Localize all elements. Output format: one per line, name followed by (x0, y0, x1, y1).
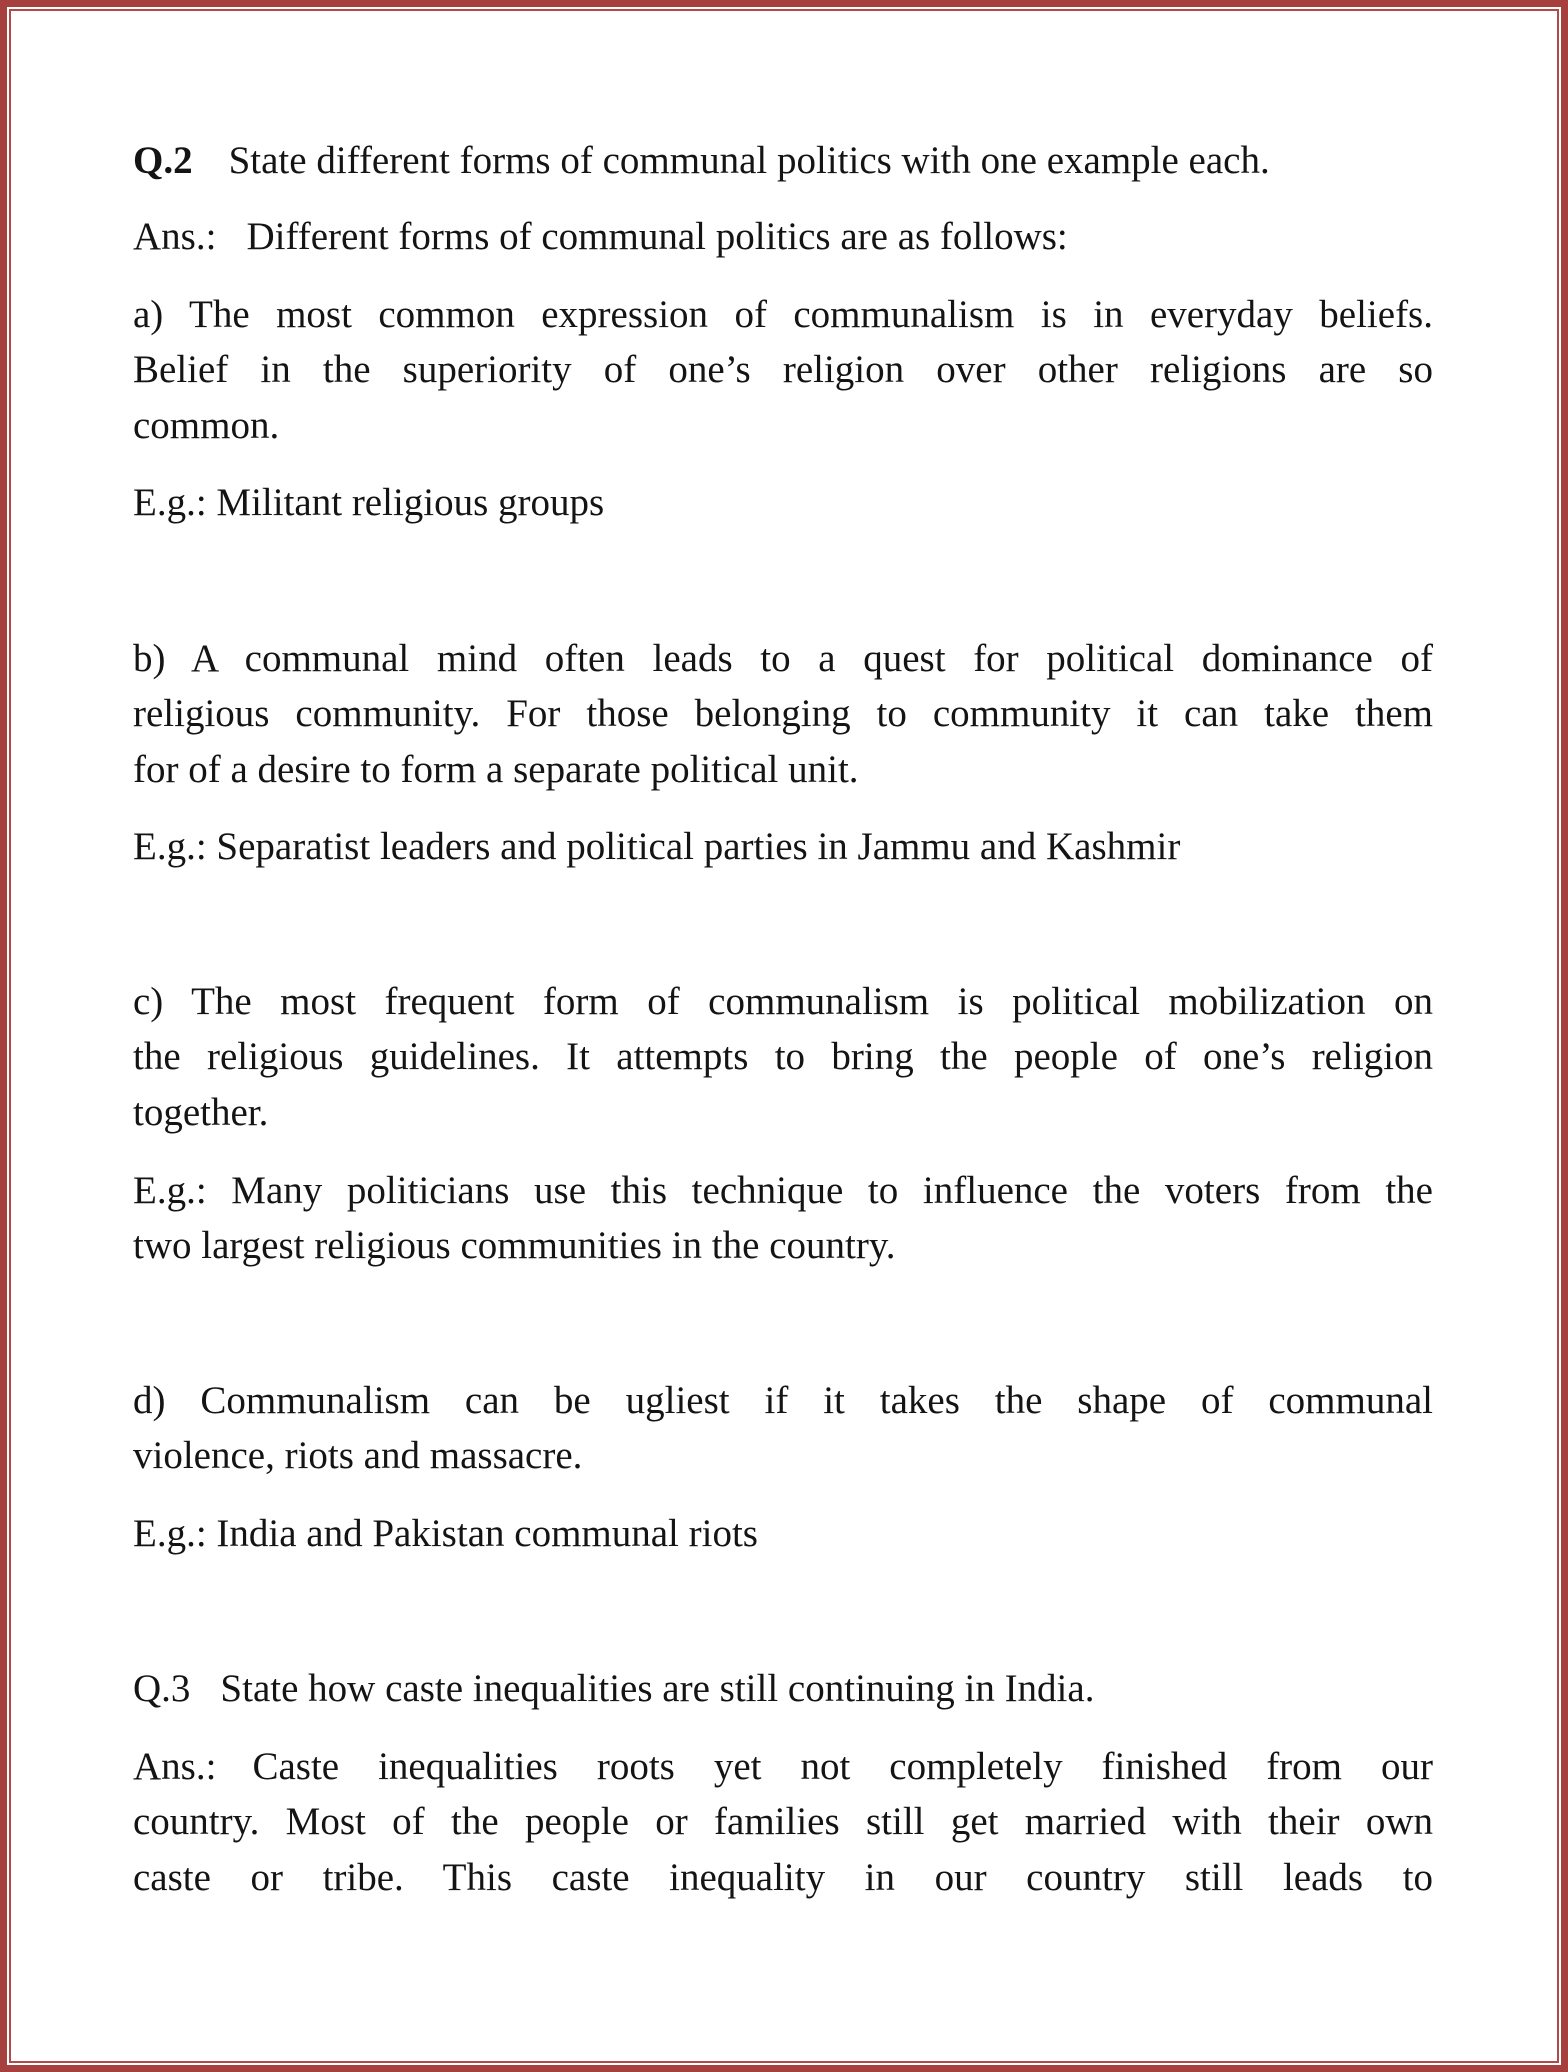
answer-2-label: Ans.: (133, 215, 217, 258)
item-b-line-3: for of a desire to form a separate political unit. (133, 748, 859, 791)
answer-2-intro (133, 209, 1433, 264)
answer-3-label: Ans.: (133, 1745, 217, 1788)
answer-3-line-1 (133, 1739, 1433, 1794)
item-b-line-1: b) A communal mind often leads to a quest for political dominance of (133, 637, 1433, 680)
item-d-example: E.g.: India and Pakistan communal riots (133, 1512, 758, 1555)
question-3-number: Q.3 (133, 1667, 191, 1710)
answer-3-line-1-text: Caste inequalities roots yet not completely finished from our (252, 1745, 1433, 1788)
item-d-line-2: violence, riots and massacre. (133, 1434, 583, 1477)
question-2-number: Q.2 (133, 139, 193, 182)
question-3 (133, 1661, 1433, 1716)
item-b-line-2: religious community. For those belonging to community it can take them (133, 692, 1433, 735)
item-a-line-2: Belief in the superiority of one’s religion over other religions are so (133, 348, 1433, 391)
answer-3-line-2: country. Most of the people or families still get married with their own (133, 1800, 1433, 1843)
item-a-line-1: a) The most common expression of communalism is in everyday beliefs. (133, 293, 1433, 336)
item-c-line-1: c) The most frequent form of communalism is political mobilization on (133, 980, 1433, 1023)
item-c-line-3: together. (133, 1091, 269, 1134)
item-c-example-line-1: E.g.: Many politicians use this technique to influence the voters from the (133, 1169, 1433, 1212)
item-c-line-2: the religious guidelines. It attempts to bring the people of one’s religion (133, 1035, 1433, 1078)
item-b-example: E.g.: Separatist leaders and political parties in Jammu and Kashmir (133, 825, 1181, 868)
question-2 (133, 133, 1433, 188)
item-a-example: E.g.: Militant religious groups (133, 481, 605, 524)
answer-3-line-3: caste or tribe. This caste inequality in our country still leads to (133, 1856, 1433, 1899)
item-a-line-3: common. (133, 404, 280, 447)
item-d-line-1: d) Communalism can be ugliest if it takes the shape of communal (133, 1379, 1433, 1422)
answer-2-intro-text: Different forms of communal politics are as follows: (246, 215, 1068, 258)
question-3-text: State how caste inequalities are still continuing in India. (220, 1667, 1095, 1710)
question-2-text: State different forms of communal politics with one example each. (228, 139, 1270, 182)
item-c-example-line-2: two largest religious communities in the country. (133, 1224, 896, 1267)
